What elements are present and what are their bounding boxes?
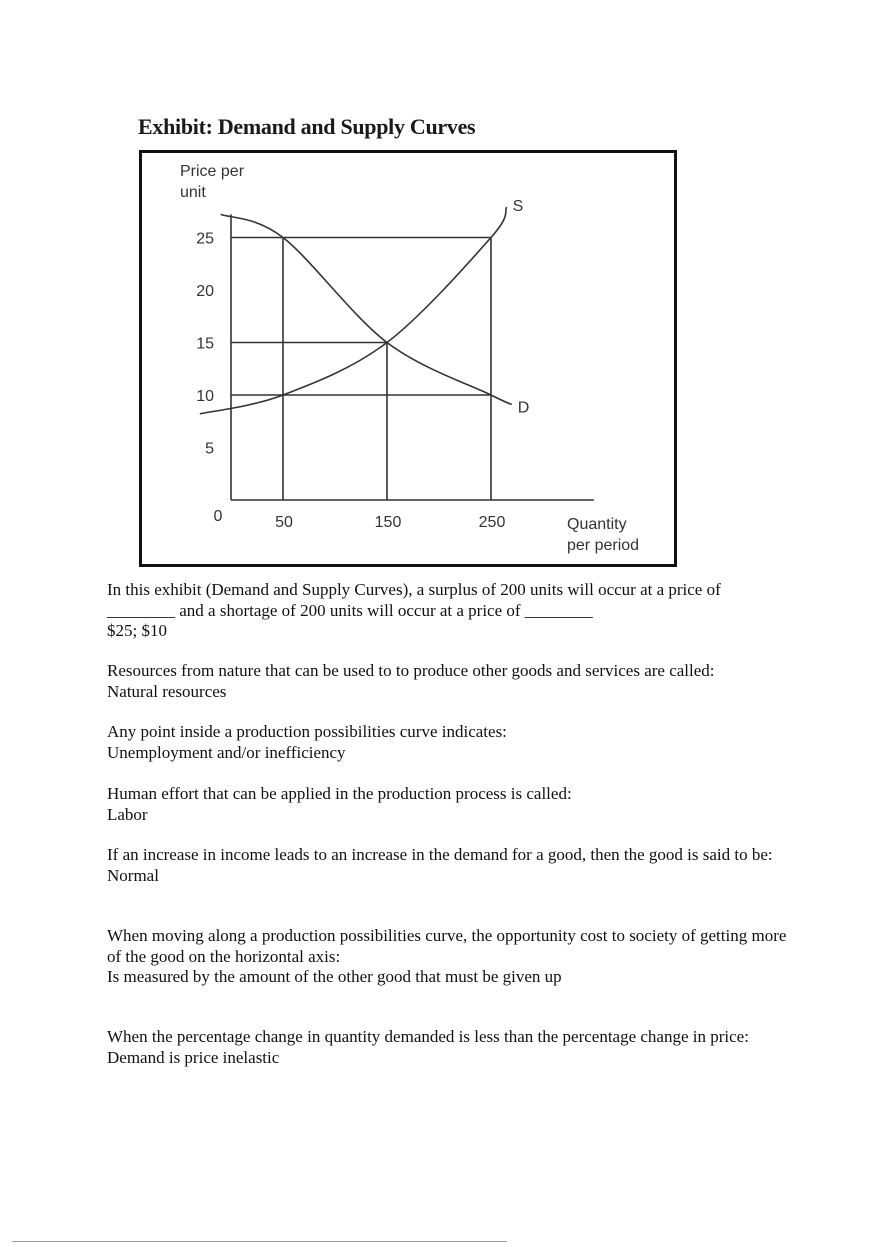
answer-text: Demand is price inelastic xyxy=(107,1047,280,1067)
question-text: When the percentage change in quantity demanded is less than the percentage change in price: xyxy=(107,1027,749,1046)
y-axis-label-line2: unit xyxy=(180,184,206,201)
demand-supply-chart xyxy=(139,150,677,567)
qa-item xyxy=(107,722,787,763)
demand-curve-label: D xyxy=(517,399,530,417)
chart-canvas xyxy=(142,153,674,564)
answer-text: Natural resources xyxy=(107,681,227,701)
x-tick-label: 150 xyxy=(374,514,402,531)
x-tick-label: 250 xyxy=(478,514,506,531)
demand-curve xyxy=(221,214,512,404)
y-tick-label: 25 xyxy=(196,230,214,248)
y-axis-label-line1: Price per xyxy=(180,163,245,180)
footer-rule xyxy=(12,1241,507,1242)
question-text: Any point inside a production possibilities curve indicates: xyxy=(107,722,507,741)
x-axis-label-line2: per period xyxy=(567,537,640,554)
supply-curve-label: S xyxy=(512,198,524,216)
x-tick-label: 50 xyxy=(275,514,293,531)
origin-label: 0 xyxy=(213,508,223,525)
answer-text: Normal xyxy=(107,865,159,885)
question-text: In this exhibit (Demand and Supply Curves), a surplus of 200 units will occur at a price of ________ and a shortage of 200 units will occur at a price of ________ xyxy=(107,580,721,620)
qa-item xyxy=(107,845,787,886)
question-text: If an increase in income leads to an increase in the demand for a good, then the good is said to be: xyxy=(107,845,773,864)
qa-item xyxy=(107,1027,787,1068)
answer-text: Labor xyxy=(107,804,148,824)
x-axis-label-line1: Quantity xyxy=(567,516,627,533)
qa-item xyxy=(107,580,787,642)
question-text: Human effort that can be applied in the production process is called: xyxy=(107,784,572,803)
qa-item xyxy=(107,661,787,702)
qa-item xyxy=(107,784,787,825)
answer-text: Is measured by the amount of the other good that must be given up xyxy=(107,967,562,986)
y-tick-label: 20 xyxy=(196,283,214,300)
y-tick-label: 5 xyxy=(205,440,214,458)
question-text: Resources from nature that can be used to to produce other goods and services are called: xyxy=(107,661,715,680)
exhibit-title: Exhibit: Demand and Supply Curves xyxy=(138,114,476,139)
answer-text: $25; $10 xyxy=(107,621,167,640)
y-tick-label: 15 xyxy=(196,335,214,353)
y-tick-label: 10 xyxy=(196,388,214,405)
answer-text: Unemployment and/or inefficiency xyxy=(107,742,346,762)
question-text: When moving along a production possibilities curve, the opportunity cost to society of getting more of the good on the horizontal axis: xyxy=(107,926,787,966)
qa-item xyxy=(107,926,787,988)
